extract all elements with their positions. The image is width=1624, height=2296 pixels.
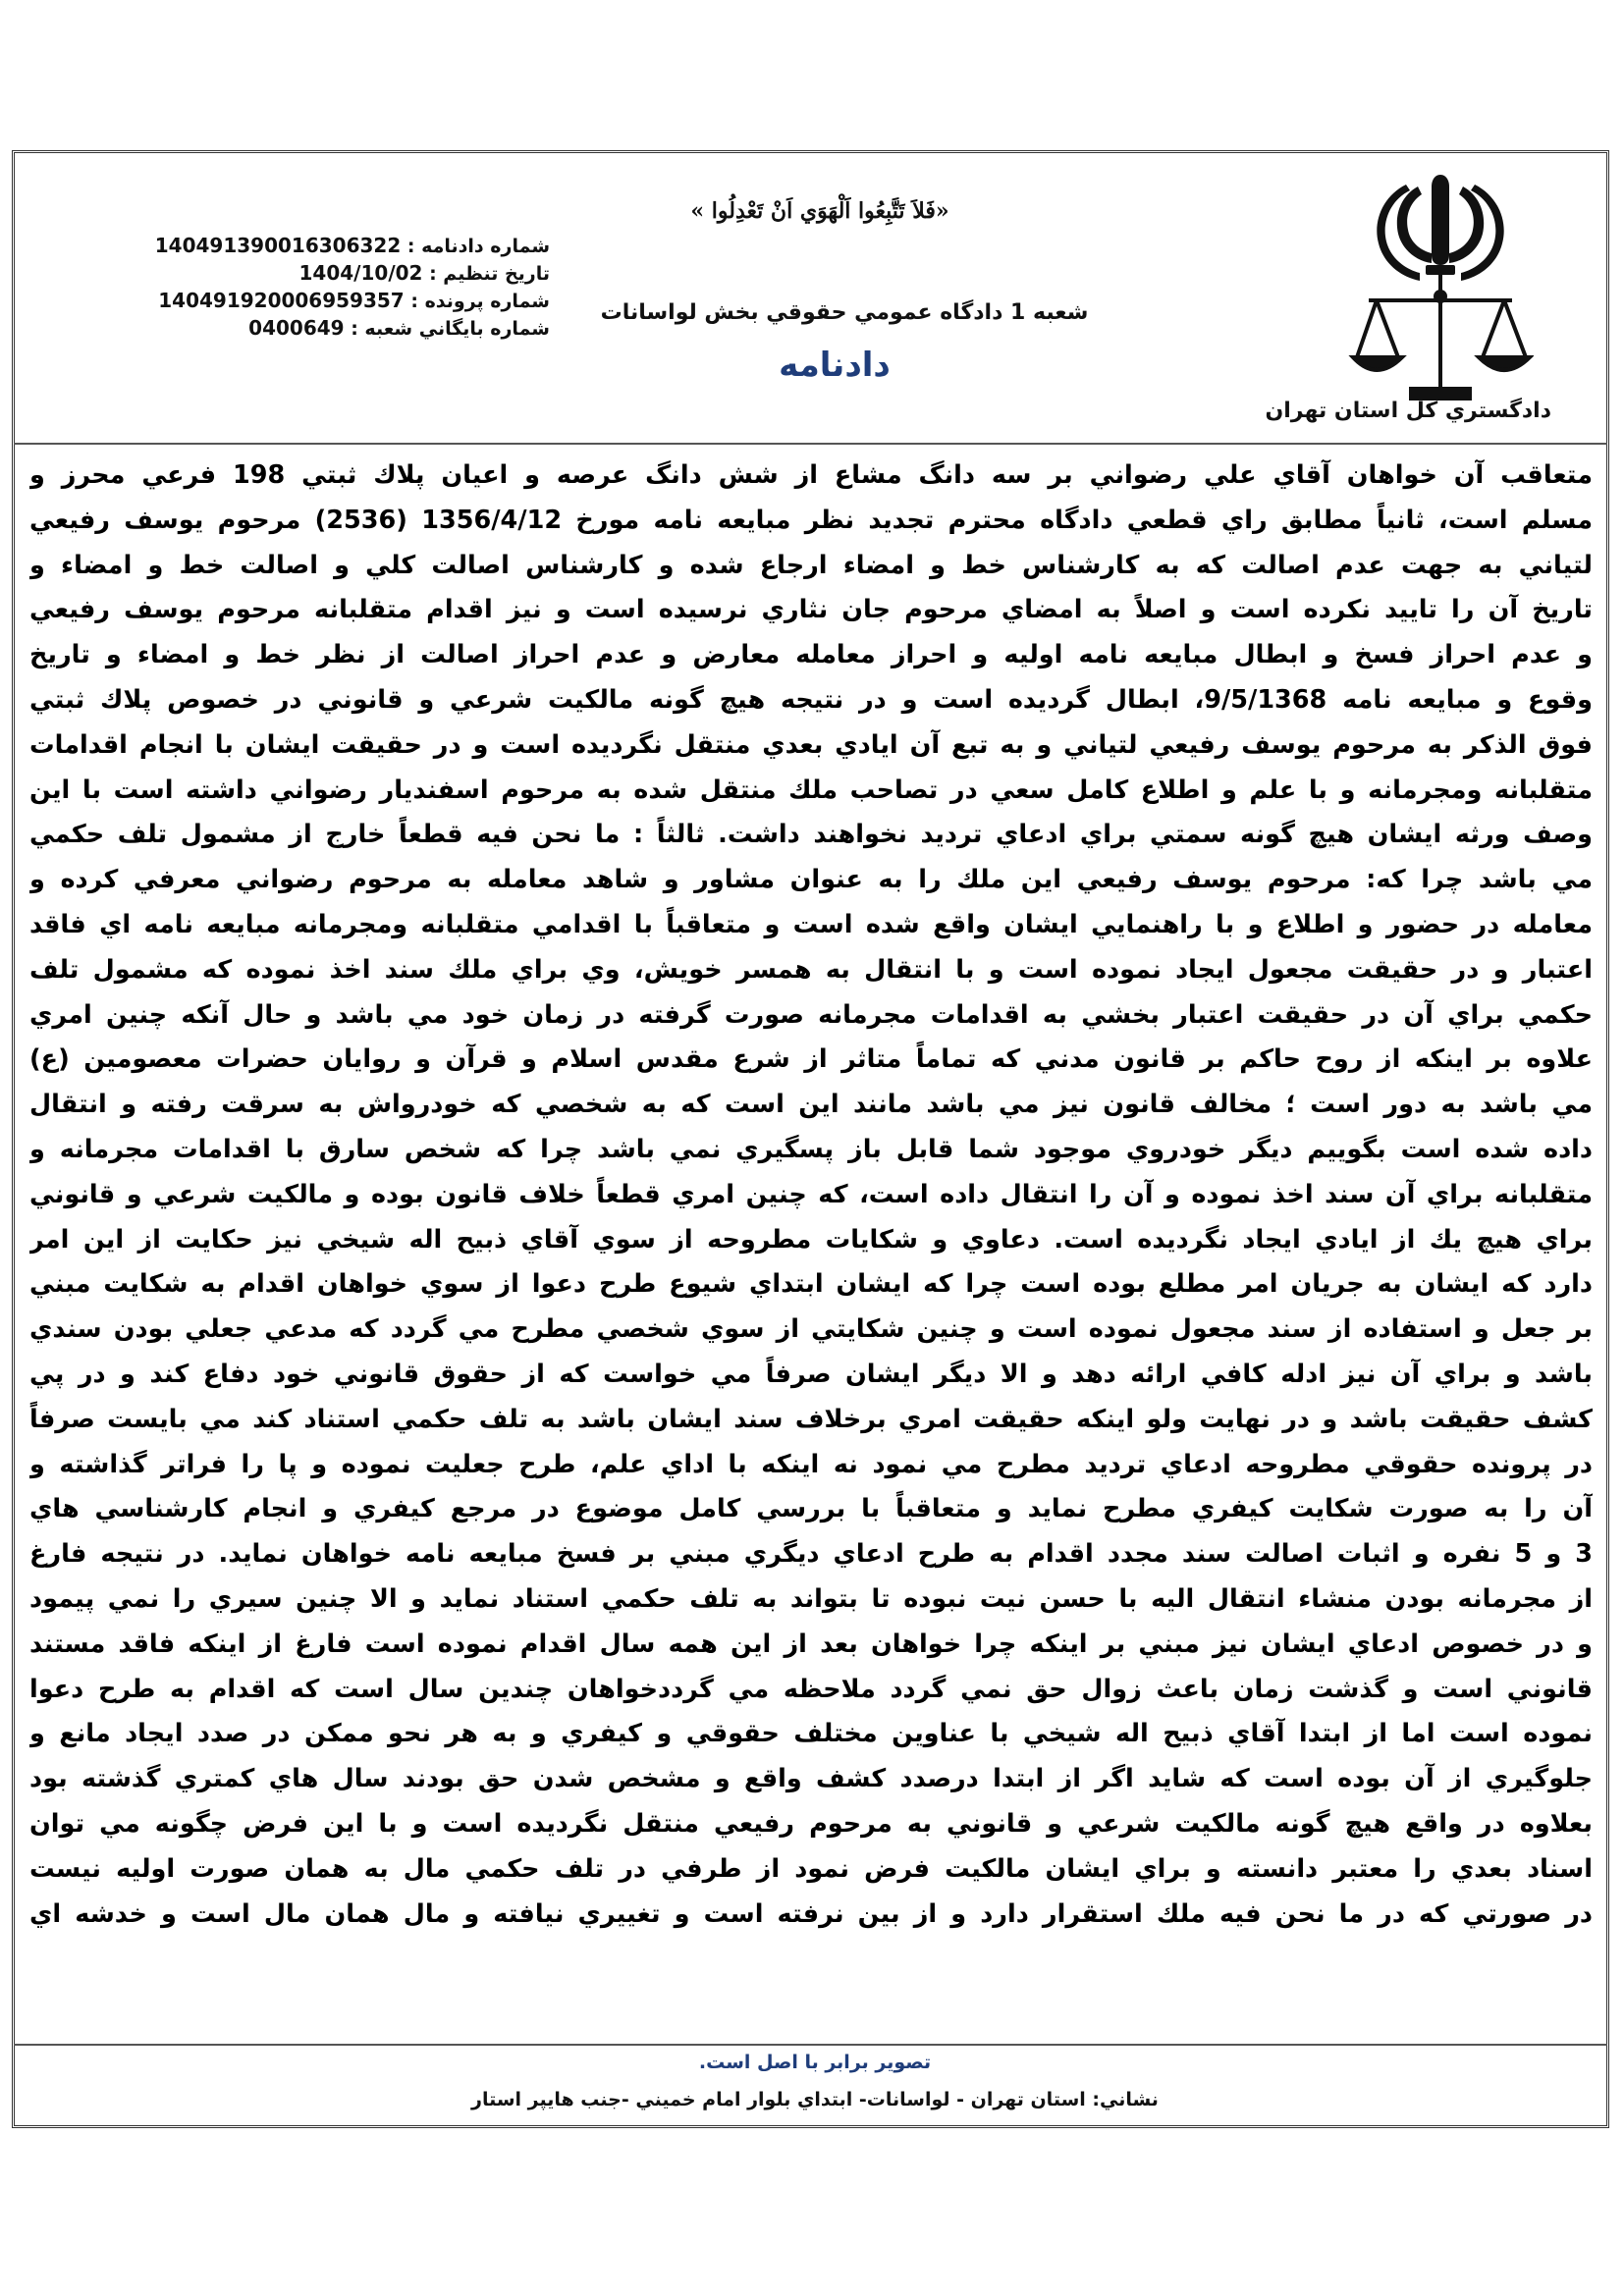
body-line: متقلبانه ومجرمانه و با علم و اطلاع كامل سعي در تصاحب ملك منتقل شده به مرحوم اسفنديار رضواني داشته است با اين [29,774,1593,805]
body-line: لتياني به جهت عدم اصالت كه به كارشناس خط و امضاء ارجاع شده و كارشناس اصالت كلي و اصالت خط و امضاء و [29,550,1593,580]
body-line: متعاقب آن خواهان آقاي علي رضواني بر سه دانگ مشاع از شش دانگ عرصه و اعيان پلاك ثبتي 198 فرعي محرز و [29,460,1593,490]
archive-number-row [128,314,550,342]
body-line: كشف حقيقت باشد و در نهايت ولو اينكه حقيقت امري برخلاف سند ايشان باشد به تلف حكمي استناد كند مي بايست صرفاً [29,1404,1593,1434]
header-divider [14,443,1607,445]
quran-verse: «فَلاَ تَتَّبِعُوا اَلْهَوَي اَنْ تَعْدِلُوا » [690,198,949,224]
body-line: فوق الذكر به مرحوم يوسف رفيعي لتياني و به تبع آن ايادي بعدي منتقل نگرديده است و در حقيقت ايشان با انجام اقدامات [29,729,1593,760]
body-line: متقلبانه براي آن سند اخذ نموده و آن را انتقال داده است، كه چنين امري قطعاً خلاف قانون بوده و مالكيت شرعي و قانوني [29,1179,1593,1209]
verdict-number-label: شماره دادنامه : [406,236,550,257]
document-title: دادنامه [779,346,891,385]
issue-date-value: 1404/10/02 [298,261,423,285]
verdict-body [29,454,1593,1937]
case-number-value: 140491920006959357 [158,289,405,312]
court-caption: دادگستري كل استان تهران [1265,399,1551,423]
body-line: مي باشد چرا كه: مرحوم يوسف رفيعي اين ملك را به عنوان مشاور و شاهد معامله به مرحوم رضواني معرفي كرده و [29,865,1593,895]
body-line: بر جعل و استفاده از سند مجعول نموده است و چنين شكايتي از سوي شخصي مطرح مي گردد كه مدعي جعلي بودن سندي [29,1314,1593,1345]
case-metadata [128,232,550,342]
body-line: حكمي براي آن در حقيقت اعتبار بخشي به اقدامات مجرمانه صورت گرفته در زمان خود مي باشد و حال آنكه چنين امري [29,999,1593,1030]
body-line: براي هيچ يك از ايادي ايجاد نگرديده است. دعاوي و شكايات مطروحه از سوي آقاي ذبيح اله شيخي نيز حكايت از اين امر [29,1224,1593,1255]
verdict-number-value: 140491390016306322 [154,234,402,257]
body-line: و در خصوص ادعاي ايشان نيز مبني بر اينكه چرا خواهان بعد از اين همه سال اقدام نموده است فارغ از اينكه فاقد مستند [29,1629,1593,1659]
issue-date-label: تاريخ تنظيم : [429,263,550,285]
archive-number-label: شماره بايگاني شعبه : [351,318,550,340]
body-line: جلوگيري از آن بوده است كه شايد اگر از ابتدا درصدد كشف واقع و مشخص شدن حق بودند سال هاي كمتري گذشته بود [29,1764,1593,1794]
body-line: مسلم است، ثانياً مطابق راي قطعي دادگاه محترم تجديد نظر مبايعه نامه مورخ 1356/4/12 (2536) مرحوم يوسف رفيعي [29,505,1593,535]
body-line: نموده است اما از ابتدا آقاي ذبيح اله شيخي با عناوين مختلف حقوقي و كيفري و به هر نحو ممكن در صدد ايجاد مانع و [29,1719,1593,1749]
body-line: باشد و براي آن نيز ادله كافي ارائه دهد و الا ديگر ايشان صرفاً مي خواست كه از حقوق قانوني خود دفاع كند و در پي [29,1359,1593,1389]
body-line: 3 و 5 نفره و اثبات اصالت سند مجدد اقدام به طرح ادعاي ديگري مبني بر فسخ مبايعه نامه خواهان نمايد. در نتيجه فارغ [29,1539,1593,1570]
body-line: اعتبار و در حقيقت مجعول ايجاد نموده است و با انتقال به همسر خويش، وي براي ملك سند اخذ نموده كه مشمول تلف [29,954,1593,985]
justice-emblem-icon [1347,165,1534,410]
case-number-label: شماره پرونده : [410,291,550,312]
body-line: دارد كه ايشان به جريان امر مطلع بوده است چرا كه ايشان ابتداي شيوع طرح دعوا از سوي خواهان اقدام به شكايت مبني [29,1269,1593,1300]
archive-number-value: 0400649 [248,316,345,340]
verdict-number-row [128,232,550,259]
case-number-row [128,287,550,314]
body-line: قانوني است و گذشت زمان باعث زوال حق نمي گردد ملاحظه مي گرددخواهان چندين سال است كه اقدام به طرح دعوا [29,1674,1593,1704]
body-line: وقوع و مبايعه نامه 9/5/1368، ابطال گرديده است و در نتيجه هيچ گونه مالكيت شرعي و قانوني در خصوص پلاك ثبتي [29,684,1593,715]
footer-divider [14,2044,1607,2046]
body-line: تاريخ آن را تاييد نكرده است و اصلاً به امضاي مرحوم جان نثاري نرسيده است و نيز اقدام متقلبانه مرحوم يوسف رفيعي [29,595,1593,625]
body-line: آن را به صورت شكايت كيفري مطرح نمايد و متعاقباً با بررسي كامل موضوع در مرجع كيفري و انجام كارشناسي هاي [29,1494,1593,1524]
body-line: داده شده است بگوييم ديگر خودروي موجود شما قابل باز پسگيري نمي باشد چرا كه شخص سارق با اقدامات مجرمانه و [29,1134,1593,1164]
body-line: علاوه بر اينكه از روح حاكم بر قانون مدني كه تماماً متاثر از شرع مقدس اسلام و قرآن و روايان حضرات معصومين (ع) [29,1044,1593,1075]
body-line: اسناد بعدي را معتبر دانسته و براي ايشان مالكيت فرض نمود از طرفي در تلف حكمي مال به همان صورت اوليه نيست [29,1853,1593,1884]
body-line: در صورتي كه در ما نحن فيه ملك استقرار دارد و از بين نرفته است و تغييري نيافته و مال همان مال است و خدشه اي [29,1898,1593,1929]
body-line: در پرونده حقوقي مطروحه ادعاي ترديد مطرح مي نمود نه اينكه با اداي علم، طرح جعليت نموده و پا را فراتر گذاشته و [29,1449,1593,1479]
body-line: وصف ورثه ايشان هيچ گونه سمتي براي ادعاي ترديد نخواهند داشت. ثالثاً : ما نحن فيه قطعاً خارج از مشمول تلف حكمي [29,820,1593,850]
body-line: معامله در حضور و اطلاع و با راهنمايي ايشان واقع شده است و متعاقباً با اقدامي متقلبانه ومجرمانه مبايعه نامه اي فاقد [29,909,1593,939]
certified-copy-note: تصوير برابر با اصل است. [698,2052,932,2073]
body-line: بعلاوه در واقع هيچ گونه مالكيت شرعي و قانوني به مرحوم رفيعي منتقل نگرديده است و با اين فرض چگونه مي توان [29,1808,1593,1839]
issue-date-row [128,259,550,287]
body-line: از مجرمانه بودن منشاء انتقال اليه با حسن نيت نبوده تا بتواند به تلف حكمي استناد نمايد و الا چنين سيري را نمي پيمود [29,1583,1593,1614]
court-branch: شعبه 1 دادگاه عمومي حقوقي بخش لواسانات [600,300,1089,325]
body-line: مي باشد به دور است ؛ مخالف قانون نيز مي باشد مانند اين است كه به شخصي كه خودرواش به سرقت رفته و انتقال [29,1090,1593,1120]
court-address: نشاني: استان تهران - لواسانات- ابتداي بلوار امام خميني -جنب هايپر استار [471,2089,1159,2110]
body-line: و عدم احراز فسخ و ابطال مبايعه نامه اوليه و احراز معامله معارض و عدم احراز اصالت از نظر خط و امضاء و تاريخ [29,640,1593,670]
